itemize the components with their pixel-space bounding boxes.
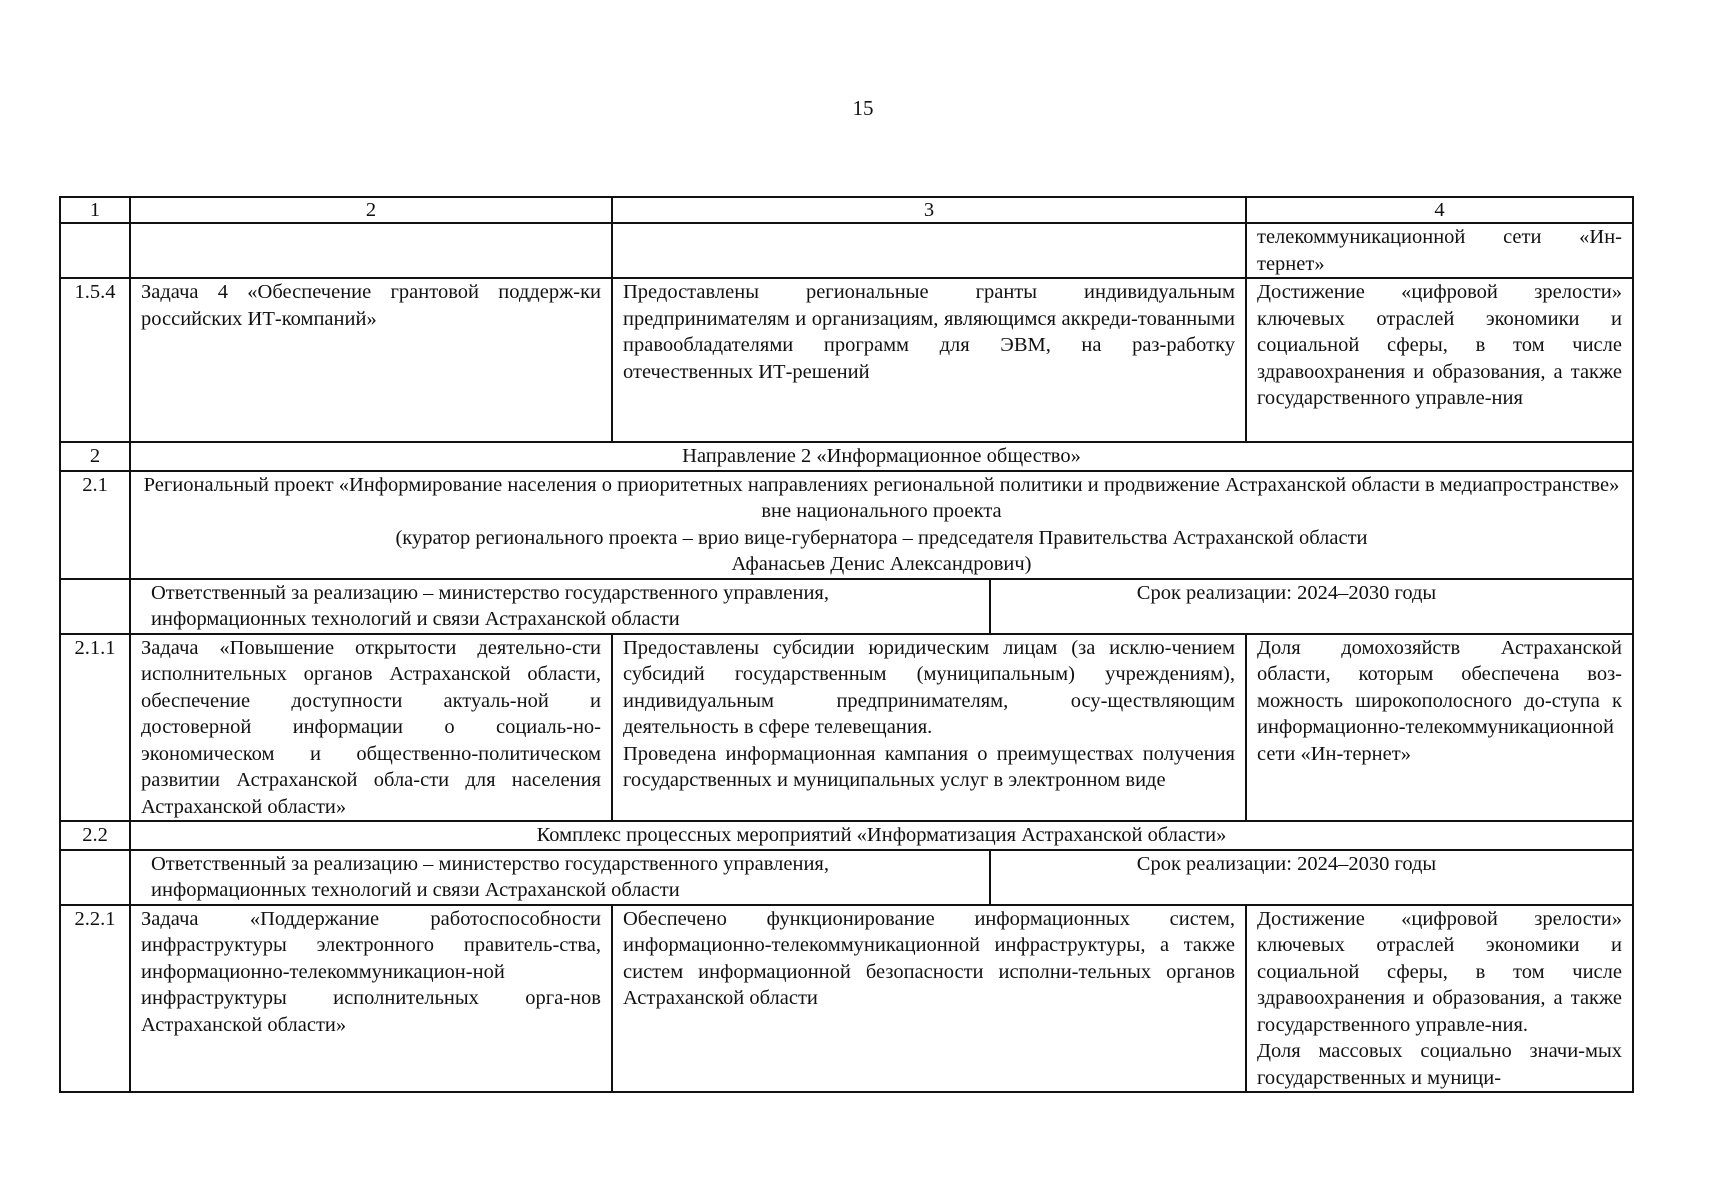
row-number: 2 — [60, 442, 130, 471]
row-number: 2.1.1 — [60, 634, 130, 822]
indicator-paragraph: Достижение «цифровой зрелости» ключевых отраслей экономики и социальной сферы, в том числе здравоохранения и образования, а также государственного управле-ния. — [1257, 907, 1622, 1036]
section-title: Направление 2 «Информационное общество» — [130, 442, 1633, 471]
indicator-paragraph: Доля массовых социально значи-мых государственных и муници- — [1257, 1040, 1622, 1089]
term-text: Срок реализации: 2024–2030 годы — [1136, 852, 1437, 875]
responsible-cell — [130, 850, 1633, 905]
cell-empty — [60, 850, 130, 905]
table-row-2-1 — [60, 471, 1633, 579]
plan-table — [59, 196, 1634, 1093]
header-col-2: 2 — [130, 197, 612, 223]
row-number: 2.1 — [60, 471, 130, 579]
cell-indicator: телекоммуникационной сети «Ин-тернет» — [1246, 223, 1633, 278]
cell-task: Задача 4 «Обеспечение грантовой поддерж-ки российских ИТ-компаний» — [130, 278, 612, 442]
cell-task: Задача «Повышение открытости деятельно-сти исполнительных органов Астраханской области, обеспечение доступности актуаль-ной и достоверной информации о социаль-но-экономическом и общественно-политическом развитии Астраханской обла-сти для населения Астраханской области» — [130, 634, 612, 822]
table-row-continuation — [60, 223, 1633, 278]
table-row-responsible-2-2 — [60, 850, 1633, 905]
responsible-text: Ответственный за реализацию – министерство государственного управления, информационных технологий и связи Астраханской области — [141, 580, 991, 633]
section-title: Комплекс процессных мероприятий «Информатизация Астраханской области» — [130, 821, 1633, 850]
table-row-responsible-2-1 — [60, 579, 1633, 634]
cell-result — [612, 634, 1246, 822]
table-row-2-2 — [60, 821, 1633, 850]
cell-task: Задача «Поддержание работоспособности инфраструктуры электронного правитель-ства, информационно-телекоммуникацион-ной инфраструктуры исполнительных орга-нов Астраханской области» — [130, 905, 612, 1093]
header-col-4: 4 — [1246, 197, 1633, 223]
row-number: 2.2.1 — [60, 905, 130, 1093]
responsible-cell — [130, 579, 1633, 634]
cell-result: Предоставлены региональные гранты индивидуальным предпринимателям и организациям, являющимся аккреди-тованными правообладателями программ для ЭВМ, на раз-работку отечественных ИТ-решений — [612, 278, 1246, 442]
cell-empty — [130, 223, 612, 278]
table-row-2-1-1 — [60, 634, 1633, 822]
project-title: Региональный проект «Информирование населения о приоритетных направлениях региональной политики и продвижение Астраханской области в медиапространстве» вне национального проекта — [143, 473, 1620, 522]
table-row-1-5-4 — [60, 278, 1633, 442]
project-curator-name: Афанасьев Денис Александрович) — [731, 553, 1032, 575]
row-number: 1.5.4 — [60, 278, 130, 442]
term-text: Срок реализации: 2024–2030 годы — [1136, 581, 1437, 604]
table-row-2 — [60, 442, 1633, 471]
result-paragraph: Проведена информационная кампания о преимуществах получения государственных и муниципальных услуг в электронном виде — [623, 742, 1235, 791]
row-number: 2.2 — [60, 821, 130, 850]
cell-indicator: Достижение «цифровой зрелости» ключевых отраслей экономики и социальной сферы, в том числе здравоохранения и образования, а также государственного управле-ния — [1246, 278, 1633, 442]
result-paragraph: Предоставлены субсидии юридическим лицам (за исклю-чением субсидий государственным (муниципальным) учреждениям), индивидуальным предпринимателям, осу-ществляющим деятельность в сфере телевещания. — [623, 636, 1235, 738]
project-curator: (куратор регионального проекта – врио вице-губернатора – председателя Правительства Астраханской области — [395, 526, 1368, 549]
table-header-row — [60, 197, 1633, 223]
cell-empty — [612, 223, 1246, 278]
cell-result: Обеспечено функционирование информационных систем, информационно-телекоммуникационной инфраструктуры, а также систем информационной безопасности исполни-тельных органов Астраханской области — [612, 905, 1246, 1093]
project-title-cell — [130, 471, 1633, 579]
cell-indicator: Доля домохозяйств Астраханской области, которым обеспечена воз-можность широкополосного до-ступа к информационно-телекоммуникационной сети «Ин-тернет» — [1246, 634, 1633, 822]
cell-empty — [60, 223, 130, 278]
page-number: 15 — [852, 96, 874, 120]
header-col-1: 1 — [60, 197, 130, 223]
cell-empty — [60, 579, 130, 634]
table-row-2-2-1 — [60, 905, 1633, 1093]
header-col-3: 3 — [612, 197, 1246, 223]
cell-indicator — [1246, 905, 1633, 1093]
responsible-text: Ответственный за реализацию – министерство государственного управления, информационных технологий и связи Астраханской области — [141, 851, 991, 904]
